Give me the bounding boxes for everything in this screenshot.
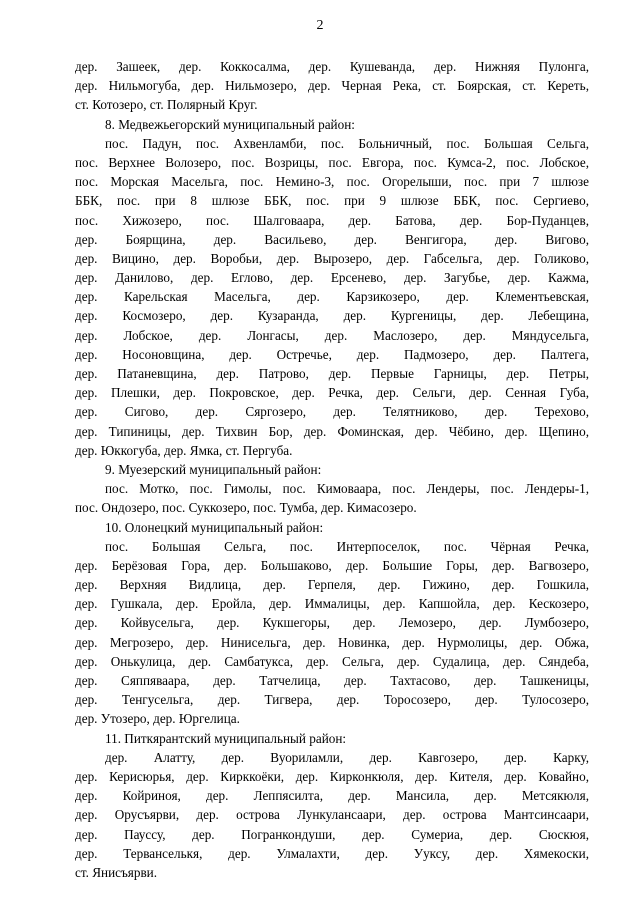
text-line: дер. Лобское, дер. Лонгасы, дер. Маслозеро, дер. Мяндусельга,	[75, 327, 589, 343]
text-line: 8. Медвежьегорский муниципальный район:	[105, 116, 355, 132]
text-line: дер. Койвусельга, дер. Кукшегоры, дер. Лемозеро, дер. Лумбозеро,	[75, 615, 589, 631]
text-line: дер. Сяппяваара, дер. Татчелица, дер. Тахтасово, дер. Ташкеницы,	[75, 673, 589, 688]
document-body	[75, 57, 589, 882]
text-line: дер. Типиницы, дер. Тихвин Бор, дер. Фоминская, дер. Чёбино, дер. Щепино,	[75, 423, 589, 439]
text-line: пос. Верхнее Волозеро, пос. Возрицы, пос. Евгора, пос. Кумса-2, пос. Лобское,	[75, 154, 589, 170]
text-line: дер. Верхняя Видлица, дер. Герпеля, дер. Гижино, дер. Гошкила,	[75, 577, 589, 593]
text-line: дер. Берёзовая Гора, дер. Большаково, дер. Большие Горы, дер. Вагвозеро,	[75, 557, 589, 573]
text-line: ст. Янисъярви.	[75, 864, 158, 880]
text-line: дер. Утозеро, дер. Юргелица.	[75, 711, 240, 727]
text-line: дер. Плешки, дер. Покровское, дер. Речка, дер. Сельги, дер. Сенная Губа,	[75, 385, 589, 401]
text-line: 11. Питкярантский муниципальный район:	[105, 730, 347, 746]
text-line: дер. Орусъярви, дер. острова Лункулансаари, дер. острова Мантсинсаари,	[75, 807, 589, 823]
text-line: дер. Данилово, дер. Еглово, дер. Ерсенево, дер. Загубье, дер. Кажма,	[75, 270, 589, 286]
text-line: дер. Патаневщина, дер. Патрово, дер. Первые Гарницы, дер. Петры,	[75, 366, 589, 381]
text-line: дер. Карельская Масельга, дер. Карзикозеро, дер. Клементьевская,	[75, 289, 589, 305]
text-line: дер. Терванселькя, дер. Улмалахти, дер. Ууксу, дер. Хямекоски,	[75, 845, 589, 861]
text-line: пос. Ондозеро, пос. Суккозеро, пос. Тумба, дер. Кимасозеро.	[75, 500, 417, 516]
text-line: пос. Мотко, пос. Гимолы, пос. Кимоваара, пос. Лендеры, пос. Лендеры-1,	[105, 481, 589, 497]
text-line: пос. Большая Сельга, пос. Интерпоселок, пос. Чёрная Речка,	[105, 538, 589, 554]
text-line: дер. Пауссу, дер. Погранкондуши, дер. Сумериа, дер. Сюскюя,	[75, 826, 589, 842]
text-line: ст. Котозеро, ст. Полярный Круг.	[75, 97, 258, 113]
text-line: дер. Койриноя, дер. Леппясилта, дер. Мансила, дер. Метсякюля,	[75, 788, 589, 804]
text-line: пос. Хижозеро, пос. Шалговаара, дер. Батова, дер. Бор-Пуданцев,	[75, 212, 589, 228]
text-line: дер. Тенгусельга, дер. Тигвера, дер. Торосозеро, дер. Тулосозеро,	[75, 692, 589, 708]
text-line: ББК, пос. при 8 шлюзе ББК, пос. при 9 шлюзе ББК, пос. Сергиево,	[75, 193, 589, 209]
text-line: дер. Вицино, дер. Воробьи, дер. Вырозеро, дер. Габсельга, дер. Голиково,	[75, 250, 589, 266]
text-line: дер. Нильмогуба, дер. Нильмозеро, дер. Черная Река, ст. Боярская, ст. Кереть,	[75, 78, 589, 94]
text-line: дер. Сигово, дер. Сяргозеро, дер. Телятниково, дер. Терехово,	[75, 404, 589, 420]
text-line: дер. Юккогуба, дер. Ямка, ст. Пергуба.	[75, 442, 293, 458]
text-line: дер. Носоновщина, дер. Остречье, дер. Падмозеро, дер. Палтега,	[75, 346, 589, 362]
text-line: пос. Морская Масельга, пос. Немино-3, пос. Огорелыши, пос. при 7 шлюзе	[75, 174, 589, 190]
text-line: пос. Падун, пос. Ахвенламби, пос. Больничный, пос. Большая Сельга,	[105, 135, 589, 151]
text-line: дер. Алатту, дер. Вуориламли, дер. Кавгозеро, дер. Карку,	[105, 749, 589, 765]
text-line: дер. Онькулица, дер. Самбатукса, дер. Сельга, дер. Судалица, дер. Сяндеба,	[75, 653, 589, 669]
text-line: дер. Зашеек, дер. Коккосалма, дер. Кушеванда, дер. Нижняя Пулонга,	[75, 59, 589, 74]
text-line: дер. Мегрозеро, дер. Нинисельга, дер. Новинка, дер. Нурмолицы, дер. Обжа,	[75, 634, 589, 650]
text-line: дер. Боярщина, дер. Васильево, дер. Венгигора, дер. Вигово,	[75, 231, 589, 247]
page-number: 2	[316, 18, 324, 33]
text-line: 9. Муезерский муниципальный район:	[105, 461, 322, 477]
text-line: дер. Керисюрья, дер. Кирккоёки, дер. Кирконкюля, дер. Кителя, дер. Ковайно,	[75, 768, 589, 784]
text-line: дер. Космозеро, дер. Кузаранда, дер. Кургеницы, дер. Лебещина,	[75, 308, 589, 324]
text-line: 10. Олонецкий муниципальный район:	[105, 519, 324, 535]
text-line: дер. Гушкала, дер. Еройла, дер. Иммалицы, дер. Капшойла, дер. Кескозеро,	[75, 596, 589, 612]
